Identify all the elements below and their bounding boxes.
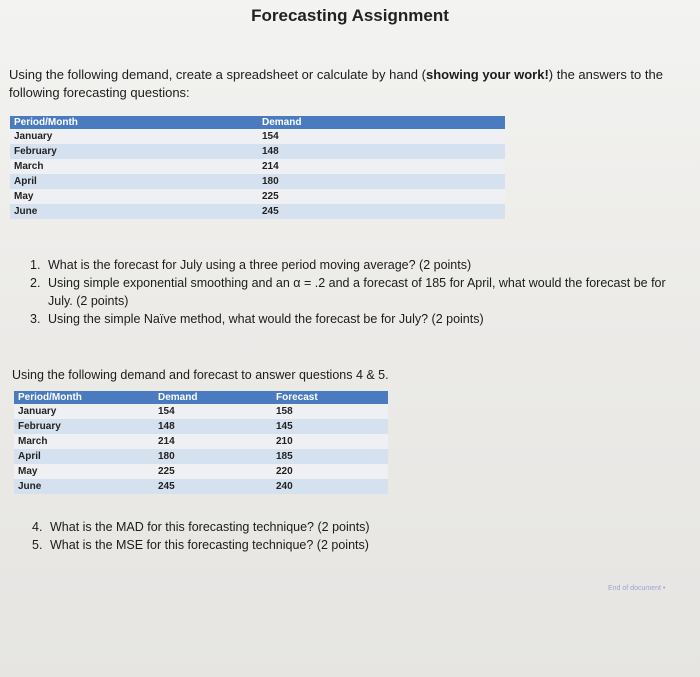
cell-demand: 154 bbox=[258, 129, 505, 144]
question-item: 1. What is the forecast for July using a three period moving average? (2 points) bbox=[30, 258, 472, 272]
page-title: Forecasting Assignment bbox=[251, 6, 449, 25]
table-row bbox=[10, 174, 505, 189]
cell-period: March bbox=[10, 159, 258, 174]
table-row bbox=[10, 159, 505, 174]
table-row: January 154 158 bbox=[14, 404, 388, 419]
demand-table bbox=[10, 116, 505, 219]
cell-period: February bbox=[10, 144, 258, 159]
question-item: 4. What is the MAD for this forecasting technique? (2 points) bbox=[32, 520, 370, 534]
cell-demand: 214 bbox=[258, 159, 505, 174]
table-header-row bbox=[14, 391, 388, 404]
cell-period: January bbox=[10, 129, 258, 144]
cell-demand: 148 bbox=[258, 144, 505, 159]
section-subheading: Using the following demand and forecast to answer questions 4 & 5. bbox=[12, 368, 389, 382]
intro-paragraph bbox=[9, 66, 689, 102]
cell-period: April bbox=[10, 174, 258, 189]
question-list-2 bbox=[32, 518, 632, 554]
demand-forecast-table bbox=[14, 391, 388, 494]
table-row: March 214 210 bbox=[14, 434, 388, 449]
table-row: April 180 185 bbox=[14, 449, 388, 464]
table-row bbox=[10, 204, 505, 219]
question-item: 3. Using the simple Naïve method, what would the forecast be for July? (2 points) bbox=[30, 312, 484, 326]
header-demand: Demand bbox=[258, 116, 505, 129]
table-header-row bbox=[10, 116, 505, 129]
header-period: Period/Month bbox=[14, 391, 154, 404]
intro-text-bold: showing your work! bbox=[425, 67, 549, 82]
question-list-1 bbox=[30, 256, 698, 328]
question-item: July. (2 points) bbox=[48, 294, 129, 308]
header-demand: Demand bbox=[154, 391, 272, 404]
table-row: June 245 240 bbox=[14, 479, 388, 494]
table-row bbox=[10, 129, 505, 144]
intro-text-post: ) the answers to the following forecasting questions: bbox=[9, 67, 663, 100]
cell-period: May bbox=[10, 189, 258, 204]
cell-demand: 180 bbox=[258, 174, 505, 189]
table-row: February 148 145 bbox=[14, 419, 388, 434]
cell-demand: 245 bbox=[258, 204, 505, 219]
table-row bbox=[10, 144, 505, 159]
intro-text-pre: Using the following demand, create a spreadsheet or calculate by hand ( bbox=[9, 67, 426, 82]
table-row bbox=[10, 189, 505, 204]
cell-period: June bbox=[10, 204, 258, 219]
question-item: 5. What is the MSE for this forecasting technique? (2 points) bbox=[32, 538, 369, 552]
question-item: 2. Using simple exponential smoothing and an α = .2 and a forecast of 185 for April, what would the forecast be for bbox=[30, 276, 666, 290]
table-row: May 225 220 bbox=[14, 464, 388, 479]
header-forecast: Forecast bbox=[272, 391, 388, 404]
cell-demand: 225 bbox=[258, 189, 505, 204]
header-period: Period/Month bbox=[10, 116, 258, 129]
end-of-document-note: End of document • bbox=[608, 585, 666, 592]
